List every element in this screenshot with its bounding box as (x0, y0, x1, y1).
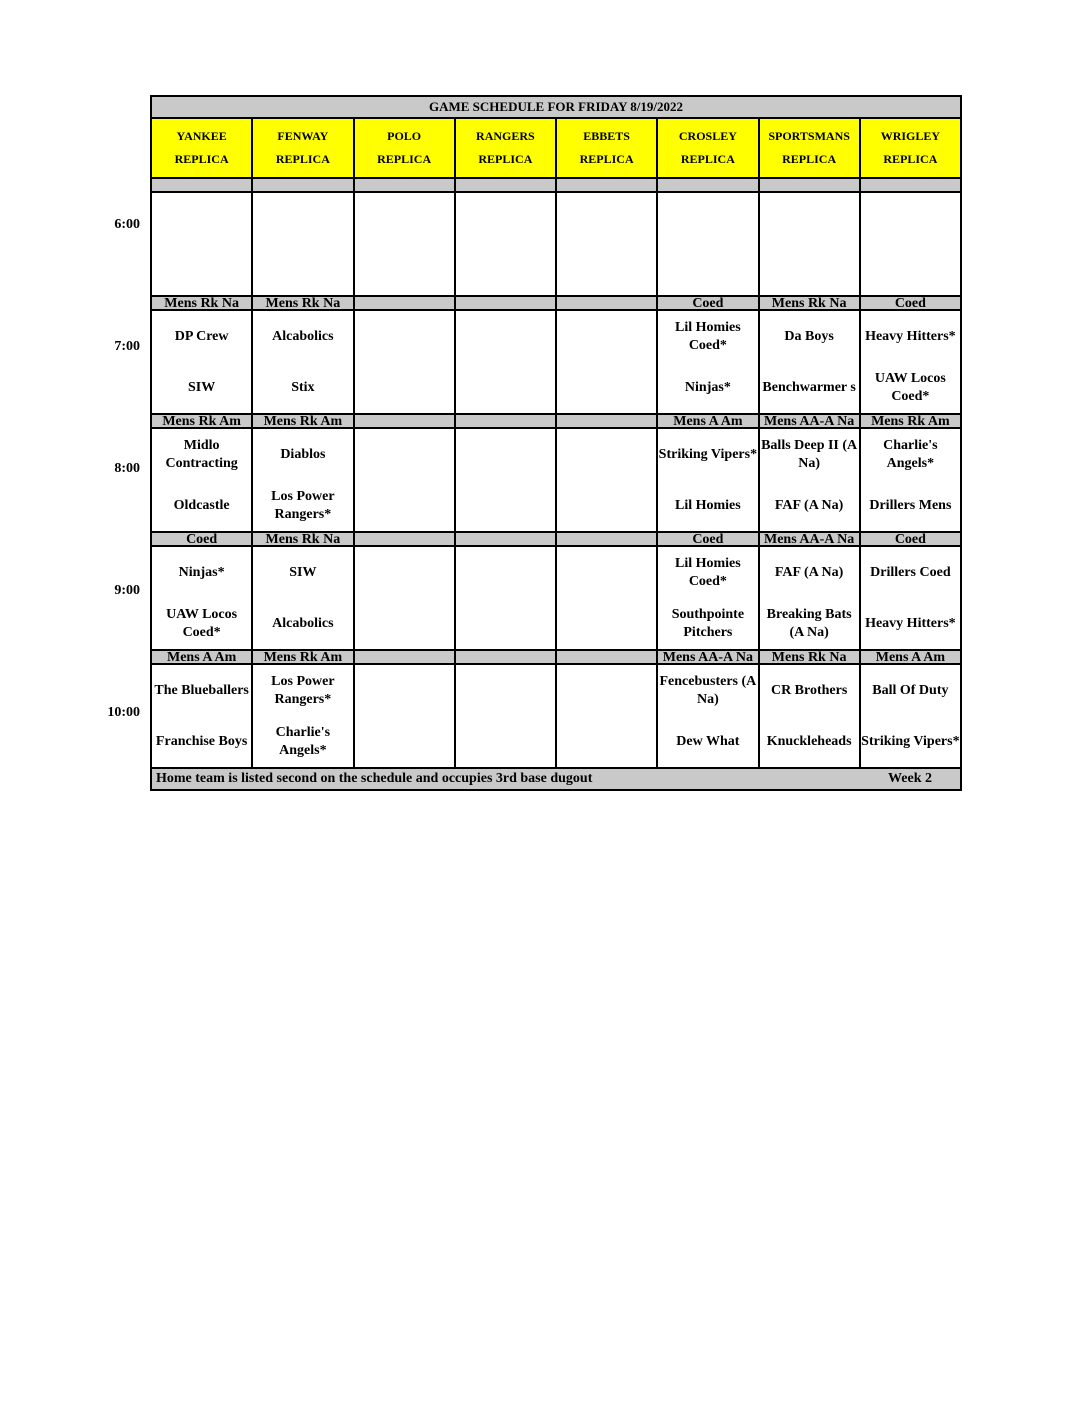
game-cell (861, 429, 960, 531)
division-label (456, 297, 557, 309)
division-label (253, 179, 354, 191)
away-team (355, 311, 454, 362)
away-team: Lil Homies Coed* (675, 319, 741, 353)
division-label (456, 415, 557, 427)
game-cell (557, 665, 658, 767)
home-team (557, 244, 656, 295)
division-label (557, 179, 658, 191)
division-label: Mens Rk Am (871, 415, 950, 427)
field-header-row (152, 119, 960, 179)
home-team: Stix (291, 379, 315, 395)
division-label: Mens Rk Na (152, 297, 253, 309)
game-cell (456, 429, 557, 531)
division-label: Mens Rk Am (253, 415, 354, 427)
field-name: RANGERS (476, 129, 535, 143)
home-team: Striking Vipers* (861, 733, 960, 749)
division-label (456, 179, 557, 191)
home-team (152, 244, 251, 295)
home-team: Benchwarmer s (762, 379, 856, 395)
division-label (456, 533, 557, 545)
division-label: Mens Rk Na (253, 297, 354, 309)
field-header-wrigley (861, 119, 960, 177)
home-team (658, 244, 757, 295)
game-cell (253, 547, 354, 649)
field-sub: REPLICA (782, 152, 837, 166)
division-label: Mens A Am (658, 415, 759, 427)
home-team: Oldcastle (173, 497, 230, 513)
away-team (355, 665, 454, 716)
home-team (456, 598, 555, 649)
game-cell (557, 429, 658, 531)
home-team: Breaking Bats (A Na) (766, 606, 852, 640)
field-name: WRIGLEY (880, 129, 941, 143)
away-team: Striking Vipers* (658, 446, 758, 462)
home-team (355, 716, 454, 767)
away-team (456, 311, 555, 362)
home-team: Franchise Boys (155, 733, 248, 749)
game-cell (355, 311, 456, 413)
field-header-crosley (658, 119, 759, 177)
game-cell (861, 665, 960, 767)
home-team (557, 598, 656, 649)
division-label: Mens AA-A Na (760, 533, 861, 545)
home-team: Southpointe Pitchers (671, 606, 745, 640)
field-header-yankee (152, 119, 253, 177)
home-team: Charlie's Angels* (275, 724, 331, 758)
home-team (456, 244, 555, 295)
away-team (760, 193, 859, 244)
time-slot-row (152, 311, 960, 415)
away-team: Heavy Hitters* (865, 328, 956, 344)
game-cell (355, 193, 456, 295)
away-team: The Blueballers (154, 682, 249, 698)
division-label: Mens Rk Na (760, 651, 861, 663)
home-team: Ninjas* (684, 379, 731, 395)
home-team (557, 362, 656, 413)
away-team (355, 193, 454, 244)
game-cell (152, 547, 253, 649)
home-team: Drillers Mens (869, 497, 952, 513)
field-sub: REPLICA (478, 152, 533, 166)
game-cell (658, 193, 759, 295)
away-team: Drillers Coed (870, 564, 951, 580)
field-name: POLO (387, 129, 422, 143)
footer-note: Home team is listed second on the schedule and occupies 3rd base dugout (156, 771, 593, 786)
away-team: SIW (289, 564, 317, 580)
home-team (456, 716, 555, 767)
away-team: Balls Deep II (A Na) (761, 437, 858, 471)
game-cell (861, 311, 960, 413)
home-team: UAW Locos Coed* (874, 370, 946, 404)
home-team: Los Power Rangers* (271, 488, 335, 522)
game-cell (760, 547, 861, 649)
schedule-table (150, 95, 962, 791)
time-label: 8:00 (114, 461, 140, 476)
time-label: 10:00 (107, 705, 140, 720)
division-label: Coed (894, 297, 926, 309)
game-cell (760, 665, 861, 767)
away-team (658, 193, 757, 244)
game-cell (152, 311, 253, 413)
home-team: Heavy Hitters* (865, 615, 956, 631)
game-cell (760, 193, 861, 295)
time-slot-row (152, 193, 960, 297)
field-header-sportsmans (760, 119, 861, 177)
field-name: CROSLEY (678, 129, 737, 143)
game-cell (253, 429, 354, 531)
game-cell (152, 429, 253, 531)
division-label (557, 533, 658, 545)
time-slot-row (152, 429, 960, 533)
division-label (355, 651, 456, 663)
division-label: Mens A Am (152, 651, 253, 663)
away-team (152, 193, 251, 244)
game-cell (557, 311, 658, 413)
division-label (760, 179, 861, 191)
away-team: Lil Homies Coed* (675, 555, 741, 589)
game-cell (355, 429, 456, 531)
division-row (152, 297, 960, 311)
division-label (658, 179, 759, 191)
game-cell (861, 547, 960, 649)
home-team: Lil Homies (675, 497, 741, 513)
home-team (760, 244, 859, 295)
home-team (355, 244, 454, 295)
away-team: Ball Of Duty (872, 682, 949, 698)
home-team (861, 244, 960, 295)
division-label: Mens Rk Am (152, 415, 253, 427)
away-team (456, 665, 555, 716)
field-header-ebbets (557, 119, 658, 177)
away-team: Midlo Contracting (165, 437, 238, 471)
time-label: 7:00 (114, 339, 140, 354)
home-team: FAF (A Na) (774, 497, 844, 513)
field-sub: REPLICA (174, 152, 229, 166)
division-label (355, 297, 456, 309)
game-cell (658, 311, 759, 413)
game-cell (152, 665, 253, 767)
game-cell (658, 665, 759, 767)
field-name: EBBETS (583, 129, 630, 143)
home-team (557, 480, 656, 531)
field-name: YANKEE (176, 129, 227, 143)
away-team (355, 547, 454, 598)
field-sub: REPLICA (579, 152, 634, 166)
away-team (456, 429, 555, 480)
field-header-fenway (253, 119, 354, 177)
field-header-polo (355, 119, 456, 177)
home-team (456, 480, 555, 531)
division-row (152, 179, 960, 193)
away-team (456, 547, 555, 598)
division-label: Coed (152, 533, 253, 545)
game-cell (760, 429, 861, 531)
game-cell (760, 311, 861, 413)
home-team: Alcabolics (272, 615, 334, 631)
game-cell (456, 193, 557, 295)
game-cell (557, 193, 658, 295)
game-cell (456, 665, 557, 767)
away-team: Charlie's Angels* (883, 437, 938, 471)
division-label: Mens Rk Na (253, 533, 354, 545)
home-team (355, 362, 454, 413)
home-team (557, 716, 656, 767)
game-cell (456, 311, 557, 413)
field-sub: REPLICA (275, 152, 330, 166)
time-label: 9:00 (114, 583, 140, 598)
game-cell (557, 547, 658, 649)
away-team (456, 193, 555, 244)
away-team (557, 193, 656, 244)
division-label: Mens AA-A Na (760, 415, 861, 427)
home-team (253, 244, 352, 295)
field-sub: REPLICA (680, 152, 735, 166)
game-cell (253, 665, 354, 767)
division-label: Mens Rk Am (253, 651, 354, 663)
away-team: Los Power Rangers* (271, 673, 335, 707)
home-team (456, 362, 555, 413)
away-team (557, 547, 656, 598)
division-label (861, 179, 960, 191)
division-label: Mens Rk Na (760, 297, 861, 309)
away-team (557, 665, 656, 716)
game-cell (658, 547, 759, 649)
division-label: Coed (658, 297, 759, 309)
home-team: Dew What (676, 733, 740, 749)
home-team (355, 480, 454, 531)
division-label: Mens AA-A Na (658, 651, 759, 663)
game-cell (456, 547, 557, 649)
away-team: Da Boys (784, 328, 834, 344)
division-label: Coed (894, 533, 926, 545)
game-cell (355, 665, 456, 767)
home-team: Knuckleheads (766, 733, 852, 749)
division-label (355, 179, 456, 191)
schedule-title: GAME SCHEDULE FOR FRIDAY 8/19/2022 (152, 97, 960, 119)
away-team (557, 429, 656, 480)
game-cell (355, 547, 456, 649)
away-team: CR Brothers (770, 682, 848, 698)
away-team: FAF (A Na) (774, 564, 844, 580)
away-team: DP Crew (174, 328, 229, 344)
field-name: FENWAY (277, 129, 329, 143)
division-label (557, 651, 658, 663)
away-team: Ninjas* (178, 564, 225, 580)
away-team: Fencebusters (A Na) (659, 673, 757, 707)
division-label (557, 297, 658, 309)
game-cell (152, 193, 253, 295)
division-label (355, 415, 456, 427)
division-label (557, 415, 658, 427)
division-row (152, 533, 960, 547)
home-team: SIW (188, 379, 216, 395)
field-sub: REPLICA (377, 152, 432, 166)
game-cell (253, 193, 354, 295)
division-label: Coed (658, 533, 759, 545)
away-team: Diablos (280, 446, 326, 462)
away-team (253, 193, 352, 244)
division-label: Mens A Am (875, 651, 945, 663)
field-header-rangers (456, 119, 557, 177)
division-label (355, 533, 456, 545)
footer-week: Week 2 (888, 771, 932, 786)
field-sub: REPLICA (883, 152, 938, 166)
division-row (152, 651, 960, 665)
away-team (355, 429, 454, 480)
away-team (861, 193, 960, 244)
away-team (557, 311, 656, 362)
game-cell (861, 193, 960, 295)
division-label (456, 651, 557, 663)
time-slot-row (152, 665, 960, 769)
away-team: Alcabolics (272, 328, 334, 344)
home-team (355, 598, 454, 649)
division-row (152, 415, 960, 429)
schedule-footer (152, 769, 960, 789)
home-team: UAW Locos Coed* (166, 606, 238, 640)
time-label: 6:00 (114, 217, 140, 232)
division-label (152, 179, 253, 191)
game-cell (658, 429, 759, 531)
field-name: SPORTSMANS (768, 129, 850, 143)
game-cell (253, 311, 354, 413)
time-slot-row (152, 547, 960, 651)
